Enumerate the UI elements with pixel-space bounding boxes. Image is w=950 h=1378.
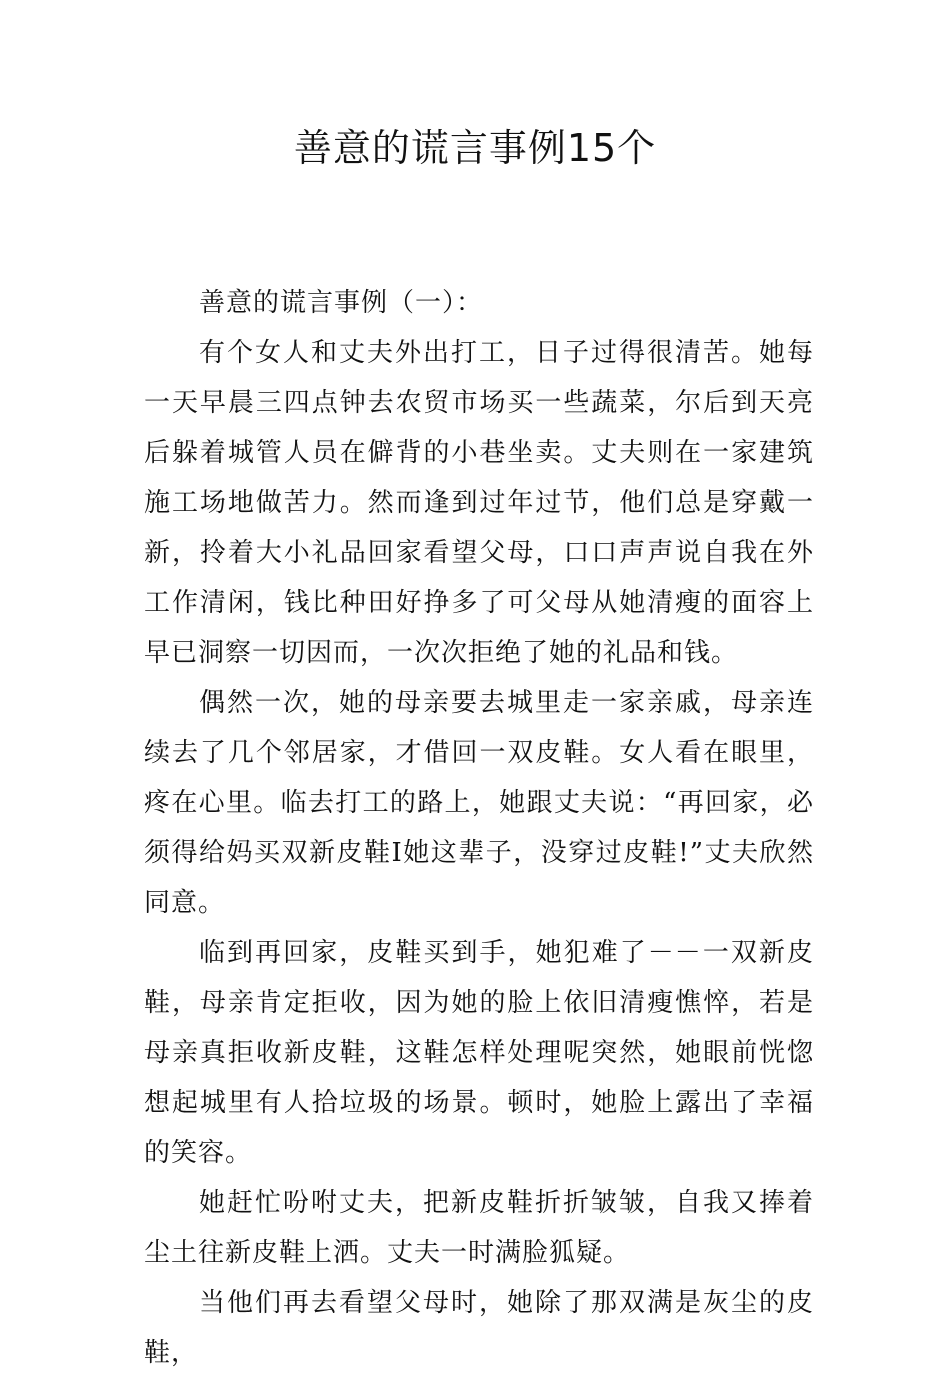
paragraph: 偶然一次，她的母亲要去城里走一家亲戚，母亲连续去了几个邻居家，才借回一双皮鞋。女人看在眼里，疼在心里。临去打工的路上，她跟丈夫说：“再回家，必须得给妈买双新皮鞋I她这辈子，没穿过皮鞋!”丈夫欣然同意。 bbox=[144, 688, 814, 918]
paragraph: 她赶忙吩咐丈夫，把新皮鞋折折皱皱，自我又捧着尘土往新皮鞋上洒。丈夫一时满脸狐疑。 bbox=[144, 1188, 814, 1268]
paragraph: 临到再回家，皮鞋买到手，她犯难了－－一双新皮鞋，母亲肯定拒收，因为她的脸上依旧清瘦憔悴，若是母亲真拒收新皮鞋，这鞋怎样处理呢突然，她眼前恍惚想起城里有人拾垃圾的场景。顿时，她脸上露出了幸福的笑容。 bbox=[144, 938, 814, 1168]
paragraph: 当他们再去看望父母时，她除了那双满是灰尘的皮鞋， bbox=[144, 1288, 814, 1368]
document-body bbox=[144, 278, 814, 1378]
section-heading: 善意的谎言事例（一）： bbox=[199, 288, 484, 318]
paragraph: 有个女人和丈夫外出打工，日子过得很清苦。她每一天早晨三四点钟去农贸市场买一些蔬菜，尔后到天亮后躲着城管人员在僻背的小巷坐卖。丈夫则在一家建筑施工场地做苦力。然而逢到过年过节，他们总是穿戴一新，拎着大小礼品回家看望父母，口口声声说自我在外工作清闲，钱比种田好挣多了可父母从她清瘦的面容上早已洞察一切因而，一次次拒绝了她的礼品和钱。 bbox=[144, 338, 814, 668]
document-title: 善意的谎言事例15个 bbox=[293, 126, 657, 170]
